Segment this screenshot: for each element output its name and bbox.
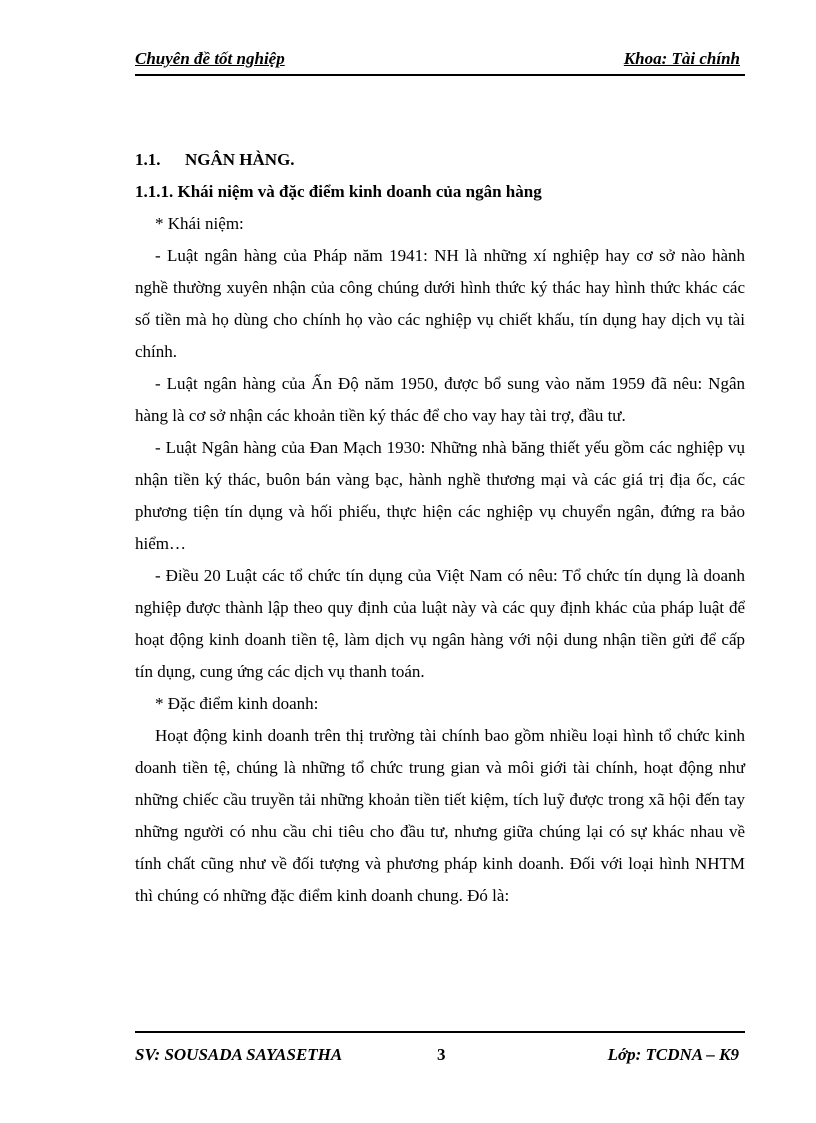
definition-paragraph-france: - Luật ngân hàng của Pháp năm 1941: NH là những xí nghiệp hay cơ sở nào hành nghề thường xuyên nhận của công chúng dưới hình thức ký thác hay hình thức khác các số tiền mà họ dùng cho chính họ vào các nghiệp vụ chiết khấu, tín dụng hay dịch vụ tài chính. [135, 246, 745, 361]
business-characteristics-paragraph: Hoạt động kinh doanh trên thị trường tài chính bao gồm nhiều loại hình tổ chức kinh doanh tiền tệ, chúng là những tổ chức trung gian và môi giới tài chính, hoạt động như những chiếc cầu truyền tải những khoản tiền tiết kiệm, tích luỹ được trong xã hội đến tay những người có nhu cầu chi tiêu cho đầu tư, nhưng giữa chúng lại có sự khác nhau về tính chất cũng như về đối tượng và phương pháp kinh doanh. Đối với loại hình NHTM thì chúng có những đặc điểm kinh doanh chung. Đó là: [135, 726, 745, 905]
header-document-type: Chuyên đề tốt nghiệp [135, 49, 285, 68]
page-header [135, 48, 745, 76]
definition-paragraph-vietnam: - Điều 20 Luật các tổ chức tín dụng của Việt Nam có nêu: Tổ chức tín dụng là doanh nghiệp được thành lập theo quy định của luật này và các quy định khác của pháp luật để hoạt động kinh doanh tiền tệ, làm dịch vụ ngân hàng với nội dung nhận tiền gửi để cấp tín dụng, cung ứng các dịch vụ thanh toán. [135, 566, 745, 681]
footer-class: Lớp: TCDNA – K9 [607, 1045, 739, 1064]
business-characteristics-label: * Đặc điểm kinh doanh: [155, 694, 319, 713]
page-content [135, 144, 745, 912]
subsection-heading: 1.1.1. Khái niệm và đặc điểm kinh doanh của ngân hàng [135, 182, 542, 201]
header-faculty: Khoa: Tài chính [623, 49, 740, 68]
concept-label: * Khái niệm: [155, 214, 244, 233]
page-footer [135, 1031, 745, 1069]
section-number: 1.1. [135, 150, 161, 169]
footer-student-name: SV: SOUSADA SAYASETHA [135, 1045, 343, 1064]
section-title: NGÂN HÀNG. [185, 150, 295, 169]
definition-paragraph-denmark: - Luật Ngân hàng của Đan Mạch 1930: Những nhà băng thiết yếu gồm các nghiệp vụ nhận tiền ký thác, buôn bán vàng bạc, hành nghề thương mại và các giá trị địa ốc, các phương tiện tín dụng và hối phiếu, thực hiện các nghiệp vụ chuyển ngân, đứng ra bảo hiểm… [135, 438, 745, 553]
section-heading [135, 144, 745, 176]
footer-page-number: 3 [437, 1045, 446, 1064]
definition-paragraph-india: - Luật ngân hàng của Ấn Độ năm 1950, được bổ sung vào năm 1959 đã nêu: Ngân hàng là cơ sở nhận các khoản tiền ký thác để cho vay hay tài trợ, đầu tư. [135, 374, 745, 425]
